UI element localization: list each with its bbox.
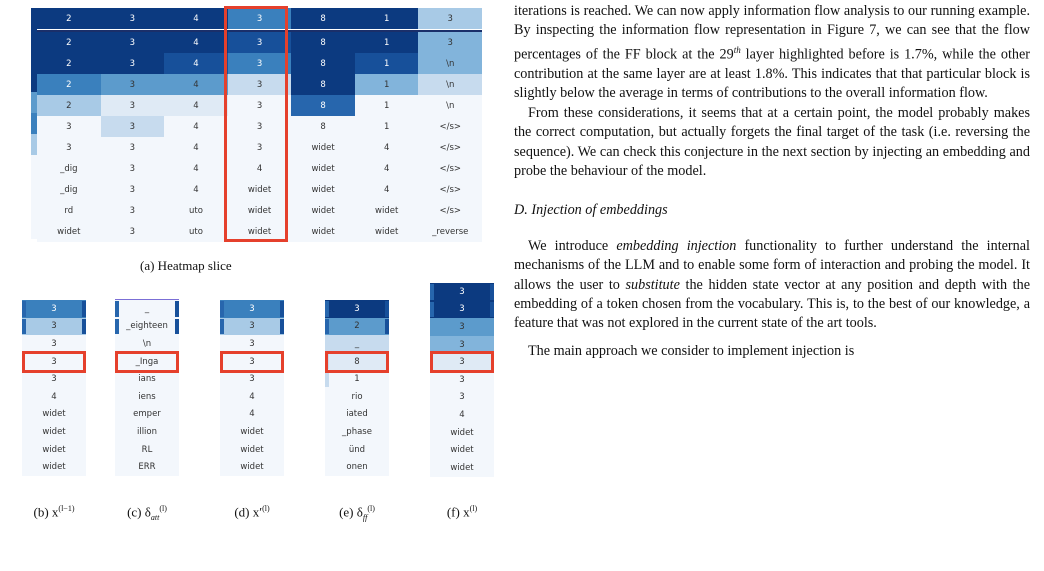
heatmap-cell: 1 [355,32,419,53]
subfigure-token: illion [136,426,158,437]
subfigure-cell [325,318,389,336]
paragraph-1 [514,2,1030,104]
subfigure-token: 2 [354,321,360,332]
caption-text: (f) x [446,504,470,520]
subfigure-cell [115,300,179,318]
subfigure-token: 4 [51,391,57,402]
heatmap-cell: uto [164,221,228,242]
subfigure-token: rio [351,391,363,402]
caption-subscript: ff [362,512,368,522]
subfigure-token: widet [240,444,264,455]
heatmap-cell: widet [291,137,355,158]
heatmap-cell: 2 [37,53,101,74]
heatmap-cell: </s> [418,200,482,221]
subfigure-cell [220,370,284,388]
caption-heatmap: (a) Heatmap slice [140,258,232,273]
subfigure-token: emper [133,409,161,420]
heatmap-cell: 3 [37,116,101,137]
heatmap-cell: \n [418,74,482,95]
paragraph-1-text: iterations is reached. We can now apply information flow analysis to our running example. By inspecting the information flow representation in Figure 7, we can see that the flow percentages of the FF block at the 29 [514,3,1030,63]
subfigure-token: 3 [354,303,360,314]
heatmap-highlight-box [224,6,288,242]
heatmap-cell: 4 [355,158,419,179]
cell-right-marker [490,284,494,300]
subfigure-cell [325,458,389,476]
subfigure-cell [220,406,284,424]
subfigure-cell [430,441,494,459]
heatmap-cell: 3 [101,116,165,137]
subfigure-column [22,300,86,476]
subfigure-token: widet [240,462,264,473]
heatmap-slice [37,8,482,242]
heatmap-cell: 2 [37,8,101,29]
subfigure-token: 3 [459,321,465,332]
subfigure-cell [115,441,179,459]
heatmap-cell: </s> [418,158,482,179]
heatmap-left-bar-segment [31,50,37,71]
subfigure-cell [430,389,494,407]
heatmap-cell: 8 [291,74,355,95]
subfigure-cell [430,283,494,301]
subfigure-token: _ [144,303,150,314]
subfigure-highlight-box [220,351,284,373]
subfigure-token: RL [141,444,153,455]
caption-superscript: (l) [159,504,167,513]
heatmap-cell: 8 [291,116,355,137]
subfigure-column [430,283,494,477]
heatmap-left-bar-segment [31,113,37,134]
heatmap-cell: 3 [228,116,292,137]
cell-left-marker [22,301,26,317]
cell-right-marker [280,301,284,317]
subfigure-token: 3 [249,338,255,349]
heatmap-cell: 3 [228,95,292,116]
subfigure-token: 3 [459,392,465,403]
heatmap-cell: 4 [355,179,419,200]
cell-left-marker [220,301,224,317]
heatmap-left-bar-segment [31,29,37,50]
cell-right-marker [385,319,389,335]
paper-text-column [514,2,1030,361]
subfigure-token: 4 [249,409,255,420]
subfigure-cell [430,318,494,336]
heatmap-cell: 3 [228,137,292,158]
heatmap-cell: 3 [101,8,165,29]
subfigure-token: 3 [249,356,255,367]
heatmap-cell: 8 [291,53,355,74]
cell-right-marker [280,319,284,335]
caption-superscript: (l−1) [58,504,75,513]
subfigure-token: widet [42,444,66,455]
subfigure-token: widet [42,462,66,473]
subfigure-token: 1 [354,374,360,385]
heatmap-cell: 3 [228,8,292,29]
subfigure-cell [325,406,389,424]
heatmap-cell: rd [37,200,101,221]
subfigure-token: 3 [459,357,465,368]
heatmap-left-bar [31,8,37,239]
heatmap-cell: 1 [355,116,419,137]
heatmap-cell: 3 [228,32,292,53]
subfigure-caption [416,504,508,520]
subfigure-cell [430,371,494,389]
heatmap-cell: 4 [164,179,228,200]
cell-left-marker [325,319,329,335]
caption-text: (b) x [33,504,59,520]
subfigure-cell [325,423,389,441]
subfigure-token: widet [42,409,66,420]
heatmap-cell: 3 [418,8,482,29]
subfigure-token: onen [346,462,368,473]
heatmap-cell: 3 [228,74,292,95]
subfigure-cell [325,441,389,459]
heatmap-cell: 1 [355,8,419,29]
subfigure-cell [220,441,284,459]
heatmap-cell: 4 [164,32,228,53]
subfigure-token: ERR [138,462,156,473]
heatmap-cell: uto [164,200,228,221]
cell-left-marker [325,301,329,317]
subfigure-cell [22,441,86,459]
subfigure-token: widet [240,426,264,437]
heatmap-cell: 8 [291,8,355,29]
heatmap-left-bar-segment [31,71,37,92]
cell-left-marker [115,301,119,317]
subfigure-token: iated [346,409,368,420]
subfigure-token: ünd [348,444,366,455]
cell-right-marker [175,319,179,335]
subfigure-cell [115,406,179,424]
subfigure-token: 3 [459,339,465,350]
subfigure-token: widet [42,426,66,437]
caption-subscript: att [150,512,160,522]
heatmap-left-bar-segment [31,197,37,218]
heatmap-cell: 4 [164,116,228,137]
subfigure-token: 3 [249,374,255,385]
subfigure-caption [8,504,100,520]
subfigure-cell [22,300,86,318]
heatmap-cell: \n [418,53,482,74]
heatmap-left-bar-segment [31,134,37,155]
subfigure-column [220,300,284,476]
heatmap-cell: 3 [101,221,165,242]
subfigure-cell [22,388,86,406]
subfigure-cell [220,458,284,476]
heatmap-cell: 4 [164,53,228,74]
heatmap-cell: 4 [355,137,419,158]
caption-superscript: (l) [262,504,270,513]
subfigure-token: 3 [51,338,57,349]
heatmap-cell: _dig [37,179,101,200]
subfigure-token: widet [450,427,474,438]
subfigure-cell [325,388,389,406]
subfigure-token: _phase [342,426,372,437]
subfigure-token: 3 [51,374,57,385]
heatmap-cell: widet [228,221,292,242]
subfigure-token: 3 [249,303,255,314]
subfigure-cell [430,406,494,424]
p3-part-b: functionality to further understand the internal mechanisms of the LLM and to enable some form of interaction and probing the model. It allows the user to [514,237,1030,293]
subfigure-cell [115,318,179,336]
cell-left-marker [115,319,119,335]
heatmap-cell: widet [355,200,419,221]
caption-text: (c) δ [127,504,151,520]
subfigure-token: widet [450,445,474,456]
heatmap-cell: _dig [37,158,101,179]
heatmap-cell: _reverse [418,221,482,242]
caption-superscript: (l) [367,504,375,513]
cell-right-marker [82,319,86,335]
subfigure-highlight-box [22,351,86,373]
heatmap-cell: 3 [418,32,482,53]
heatmap-left-bar-segment [31,92,37,113]
heatmap-cell: </s> [418,137,482,158]
p3-emphasis-2: substitute [625,276,680,293]
heatmap-cell: \n [418,95,482,116]
subfigure-column [115,300,179,476]
p3-part-a: We introduce [528,237,617,254]
paragraph-4: The main approach we consider to implement injection is [528,342,855,359]
heatmap-cell: 3 [101,179,165,200]
subfigure-cell [430,424,494,442]
heatmap-cell: 3 [101,200,165,221]
heatmap-cell: 3 [101,137,165,158]
heatmap-cell: 1 [355,53,419,74]
heatmap-cell: 2 [37,32,101,53]
subfigure-cell [115,458,179,476]
caption-text: (e) δ [339,504,363,520]
paragraph-3 [514,237,1030,334]
subfigure-cell [22,318,86,336]
subfigure-token: 3 [459,374,465,385]
heatmap-cell: 4 [228,158,292,179]
subfigure-token: _Inga [135,356,159,367]
subfigure-cell [220,423,284,441]
subfigure-caption [311,504,403,522]
heatmap-cell: widet [228,179,292,200]
subfigure-cell [115,388,179,406]
heatmap-cell: </s> [418,116,482,137]
subfigure-token: \n [142,338,152,349]
subfigure-cell [430,301,494,319]
subfigure-cell [325,370,389,388]
cell-right-marker [175,301,179,317]
caption-superscript: (l) [469,504,478,513]
paragraph-2: From these considerations, it seems that at a certain point, the model probably makes the correct computation, but actually forgets the final target of the task (i.e. reversing the sequence). We can check this conjecture in the next section by injecting an embedding and probe the behaviour of the model. [514,104,1030,179]
heatmap-cell: 3 [101,95,165,116]
subfigure-token: widet [450,462,474,473]
heatmap-cell: 3 [101,74,165,95]
p3-part-c: the hidden state vector at any position and depth with the embedding of a token chosen from the vocabulary. This is, to the best of our knowledge, a feature that was not explored in the current state of the art tools. [514,276,1031,332]
subfigure-highlight-box [115,351,179,373]
subfigure-cell [220,300,284,318]
heatmap-cell: widet [355,221,419,242]
cell-right-marker [490,302,494,318]
heatmap-cell: 3 [101,53,165,74]
heatmap-cell: widet [291,179,355,200]
cell-left-marker [325,371,329,387]
cell-left-marker [220,319,224,335]
section-heading: D. Injection of embeddings [514,202,668,219]
heatmap-cell: 2 [37,95,101,116]
subfigure-token: 3 [51,321,57,332]
subfigure-token: iens [138,391,156,402]
heatmap-cell: widet [37,221,101,242]
cell-left-marker [430,302,434,318]
heatmap-cell: 2 [37,74,101,95]
cell-right-marker [82,301,86,317]
subfigure-cell [22,406,86,424]
subfigure-cell [22,423,86,441]
heatmap-cell: 1 [355,95,419,116]
cell-left-marker [325,336,329,352]
subfigure-caption [101,504,193,522]
subfigure-cell [22,370,86,388]
caption-text: (d) x′ [234,504,263,520]
subfigure-caption [206,504,298,520]
heatmap-cell: 3 [228,53,292,74]
cell-left-marker [430,284,434,300]
subfigure-cell [220,318,284,336]
heatmap-cell: 3 [101,32,165,53]
heatmap-cell: widet [228,200,292,221]
subfigure-highlight-box [430,351,494,373]
heatmap-cell: 1 [355,74,419,95]
superscript-th: th [733,44,741,55]
subfigure-token: _ [354,338,360,349]
subfigure-cell [22,458,86,476]
cell-right-marker [385,301,389,317]
heatmap-cell: 8 [291,32,355,53]
subfigure-token: 3 [51,303,57,314]
subfigure-token: 4 [249,391,255,402]
cell-left-marker [22,319,26,335]
heatmap-cell: 4 [164,95,228,116]
heatmap-left-bar-segment [31,176,37,197]
heatmap-left-bar-segment [31,155,37,176]
subfigure-token: 3 [459,286,465,297]
heatmap-cell: 3 [101,158,165,179]
subfigure-token: 4 [459,409,465,420]
heatmap-cell: 4 [164,8,228,29]
subfigure-cell [220,388,284,406]
heatmap-cell: 4 [164,158,228,179]
p3-emphasis: embedding injection [616,237,737,254]
heatmap-cell: 8 [291,95,355,116]
subfigure-cell [115,423,179,441]
subfigure-token: 3 [51,356,57,367]
heatmap-cell: 4 [164,137,228,158]
heatmap-cell: </s> [418,179,482,200]
heatmap-cell: widet [291,158,355,179]
subfigure-column [325,300,389,476]
subfigure-token: _eighteen [126,321,168,332]
subfigure-token: 3 [459,304,465,315]
heatmap-cell: 3 [37,137,101,158]
heatmap-cell: widet [291,200,355,221]
subfigure-highlight-box [325,351,389,373]
heatmap-cell: widet [291,221,355,242]
heatmap-left-bar-segment [31,8,37,29]
paragraph-1-rest: layer highlighted before is 1.7%, while the other contribution at the same layer are at least 1.8%. This indicates that that particular block is slightly below the average in terms of contributions to the overall information flow. [514,46,1030,102]
subfigure-token: ians [138,374,156,385]
subfigure-cell [115,370,179,388]
subfigure-cell [430,459,494,477]
subfigure-cell [325,300,389,318]
heatmap-cell: 4 [164,74,228,95]
subfigure-token: 3 [249,321,255,332]
heatmap-left-bar-segment [31,218,37,239]
subfigure-token: 8 [354,356,360,367]
